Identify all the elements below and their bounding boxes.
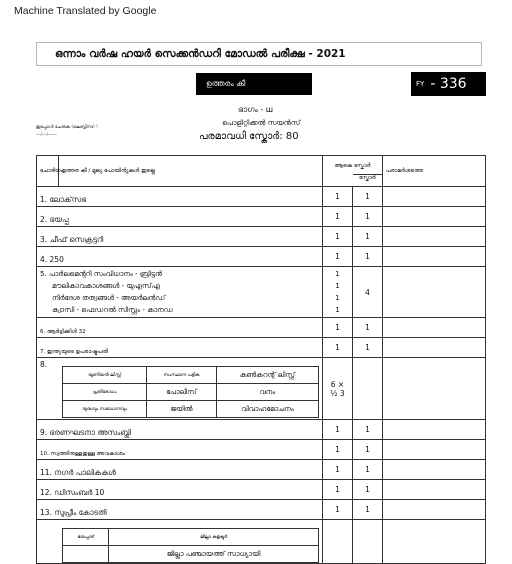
grid-row	[63, 529, 319, 546]
table-row	[37, 480, 486, 500]
answer-key-badge	[196, 73, 312, 95]
grid-cell: ഭയപ്പാട്	[63, 529, 109, 546]
total-cell: 1	[353, 227, 383, 247]
grid-row	[63, 401, 319, 418]
total-cell: 1	[353, 420, 383, 440]
answer-cell	[37, 267, 323, 318]
grid-cell	[63, 546, 109, 563]
answer-text: 13. സുപ്രീം കോടതി	[40, 508, 107, 517]
total-cell: 1	[353, 247, 383, 267]
grid-cell: യുദ്ധവും സമാധാനവും	[63, 401, 147, 418]
score-cell: 1	[323, 440, 353, 460]
side-notes	[36, 124, 98, 140]
question-number: 8.	[40, 360, 48, 369]
answer-line: മൗലികാവകാശങ്ങൾ - യുഎസ്എ	[52, 282, 160, 290]
remarks-cell	[383, 267, 486, 318]
score-cell: 1	[323, 247, 353, 267]
question-number	[40, 522, 62, 563]
remarks-cell	[383, 500, 486, 520]
score-cell: 1	[323, 338, 353, 358]
table-row	[37, 187, 486, 207]
total-cell: 1	[353, 460, 383, 480]
lists-grid	[62, 528, 319, 563]
remarks-cell	[383, 358, 486, 420]
header-score	[323, 156, 383, 187]
score-cell: 1	[323, 460, 353, 480]
remarks-cell	[383, 207, 486, 227]
answer-cell	[37, 207, 323, 227]
remarks-cell	[383, 420, 486, 440]
answer-cell	[37, 520, 323, 564]
table-row	[37, 440, 486, 460]
part-label: ഭാഗം - ш	[238, 105, 274, 114]
remarks-cell	[383, 187, 486, 207]
answer-cell	[37, 227, 323, 247]
fy-label: FY	[416, 80, 425, 88]
score-value: 1	[335, 282, 340, 290]
table-row	[37, 247, 486, 267]
score-value: 1	[335, 294, 340, 302]
total-cell: 1	[353, 187, 383, 207]
answer-cell	[37, 358, 323, 420]
grid-cell: ജയിൽ	[147, 401, 216, 418]
header-remarks: പരാമർശത്തെ	[383, 156, 486, 187]
answer-cell	[37, 338, 323, 358]
score-cell: 1	[323, 500, 353, 520]
answer-text: 2. ഭയപ്പ	[40, 215, 69, 224]
grid-answer	[40, 522, 319, 563]
grid-cell: വനം	[216, 384, 318, 401]
note-line: —/—/——	[36, 133, 58, 138]
table-row	[37, 460, 486, 480]
total-cell	[353, 358, 383, 420]
header-answer: ഉത്തര കീ / മൂല്യ പോയിന്റുകൾ ഇല്ലെ	[59, 156, 323, 187]
remarks-cell	[383, 318, 486, 338]
answer-text: 11. നഗർ പാലികകൾ	[40, 468, 116, 477]
answer-cell	[37, 500, 323, 520]
answer-cell	[37, 247, 323, 267]
header-score-total: ആകെ സ്കോർ	[334, 163, 371, 169]
answer-line: 5. പാർലമെന്ററി സംവിധാനം - ബ്രിട്ടൻ	[40, 270, 162, 278]
table-row	[37, 500, 486, 520]
answer-text: 6. ആർട്ടിക്കിൾ 32	[40, 329, 86, 335]
answer-text: 9. ഭരണഘടനാ അസംബ്ലി	[40, 428, 131, 437]
grid-cell: യൂണിയൻ ലിസ്റ്റ്	[63, 367, 147, 384]
answer-cell	[37, 420, 323, 440]
table-row	[37, 420, 486, 440]
answer-key-label: ഉത്തരം കീ	[206, 79, 246, 88]
score-cell	[323, 520, 353, 564]
answer-cell	[37, 460, 323, 480]
grid-cell: പ്രതിരോധം	[63, 384, 147, 401]
grid-cell: പോലീസ്	[147, 384, 216, 401]
answer-text: 12. ഡിസംബർ 10	[40, 488, 105, 497]
remarks-cell	[383, 520, 486, 564]
answer-cell	[37, 480, 323, 500]
grid-cell: വിവാഹമോചനം	[216, 401, 318, 418]
answer-text: 4. 250	[40, 255, 64, 264]
remarks-cell	[383, 460, 486, 480]
grid-row	[63, 546, 319, 563]
answer-text: 7. ഇന്ത്യയുടെ ഉപരാഷ്ട്രപതി	[40, 349, 109, 355]
answer-text: 3. ചീഫ് സെക്രട്ടറി	[40, 235, 104, 244]
total-cell: 1	[353, 338, 383, 358]
answer-cell	[37, 187, 323, 207]
total-cell: 1	[353, 440, 383, 460]
total-cell	[353, 520, 383, 564]
remarks-cell	[383, 440, 486, 460]
grid-answer	[40, 360, 319, 418]
answer-line: ക്വാസി - ഫെഡറൽ സിസ്റ്റം - കാനഡ	[52, 306, 173, 314]
exam-title-box	[36, 42, 482, 66]
grid-cell: സംസ്ഥാന പട്ടിക	[147, 367, 216, 384]
remarks-cell	[383, 247, 486, 267]
total-cell: 1	[353, 500, 383, 520]
code-number: - 336	[430, 76, 467, 92]
table-row	[37, 207, 486, 227]
machine-translated-banner: Machine Translated by Google	[14, 5, 157, 17]
table-header-row	[37, 156, 486, 187]
header-question-no: ചോദിയം	[37, 156, 59, 187]
answer-cell	[37, 440, 323, 460]
max-score-label: പരമാവധി സ്കോർ: 80	[199, 131, 299, 142]
remarks-cell	[383, 338, 486, 358]
answer-key-table	[36, 155, 486, 564]
table-row	[37, 318, 486, 338]
grid-cell: ജില്ലാ കളക്ടർ	[109, 529, 319, 546]
lists-grid	[62, 366, 319, 418]
score-cell	[323, 267, 353, 318]
table-row	[37, 227, 486, 247]
note-line: ഇപ്പോൾ ചേരുക (ലെബ്ബിനാ) !	[36, 125, 98, 130]
grid-row	[63, 384, 319, 401]
score-cell: 6 × ½ 3	[323, 358, 353, 420]
answer-text: 10. സ്വത്തിനുള്ളതുള്ള അവകാശം	[40, 451, 125, 457]
grid-cell: കൺകറന്റ് ലിസ്റ്റ്	[216, 367, 318, 384]
total-cell: 1	[353, 207, 383, 227]
table-row	[37, 358, 486, 420]
total-cell: 1	[353, 318, 383, 338]
score-cell: 1	[323, 187, 353, 207]
total-cell: 4	[353, 267, 383, 318]
exam-title: ഒന്നാം വർഷ ഹയർ സെക്കൻഡറി മോഡൽ പരീക്ഷ - 2021	[55, 47, 346, 60]
table-row	[37, 520, 486, 564]
score-cell: 1	[323, 480, 353, 500]
score-cell: 1	[323, 227, 353, 247]
score-cell: 1	[323, 318, 353, 338]
grid-row	[63, 367, 319, 384]
score-value: 1	[335, 270, 340, 278]
subject-label: പൊളിറ്റിക്കൽ സയൻസ്	[222, 119, 301, 127]
table-row	[37, 267, 486, 318]
answer-cell	[37, 318, 323, 338]
remarks-cell	[383, 480, 486, 500]
answer-text: 1. ലോക്‌സഭ	[40, 195, 87, 204]
header-score-sub: സ്കോർ	[353, 174, 383, 182]
table-row	[37, 338, 486, 358]
total-cell: 1	[353, 480, 383, 500]
score-cell: 1	[323, 207, 353, 227]
remarks-cell	[383, 227, 486, 247]
score-cell: 1	[323, 420, 353, 440]
grid-cell: ജില്ലാ പഞ്ചായത്ത് സാധ്യായി	[109, 546, 319, 563]
score-value: 1	[335, 306, 340, 314]
code-badge	[411, 72, 486, 96]
answer-line: നിർദേശ തത്വങ്ങൾ - അയർലൻഡ്	[52, 294, 166, 302]
